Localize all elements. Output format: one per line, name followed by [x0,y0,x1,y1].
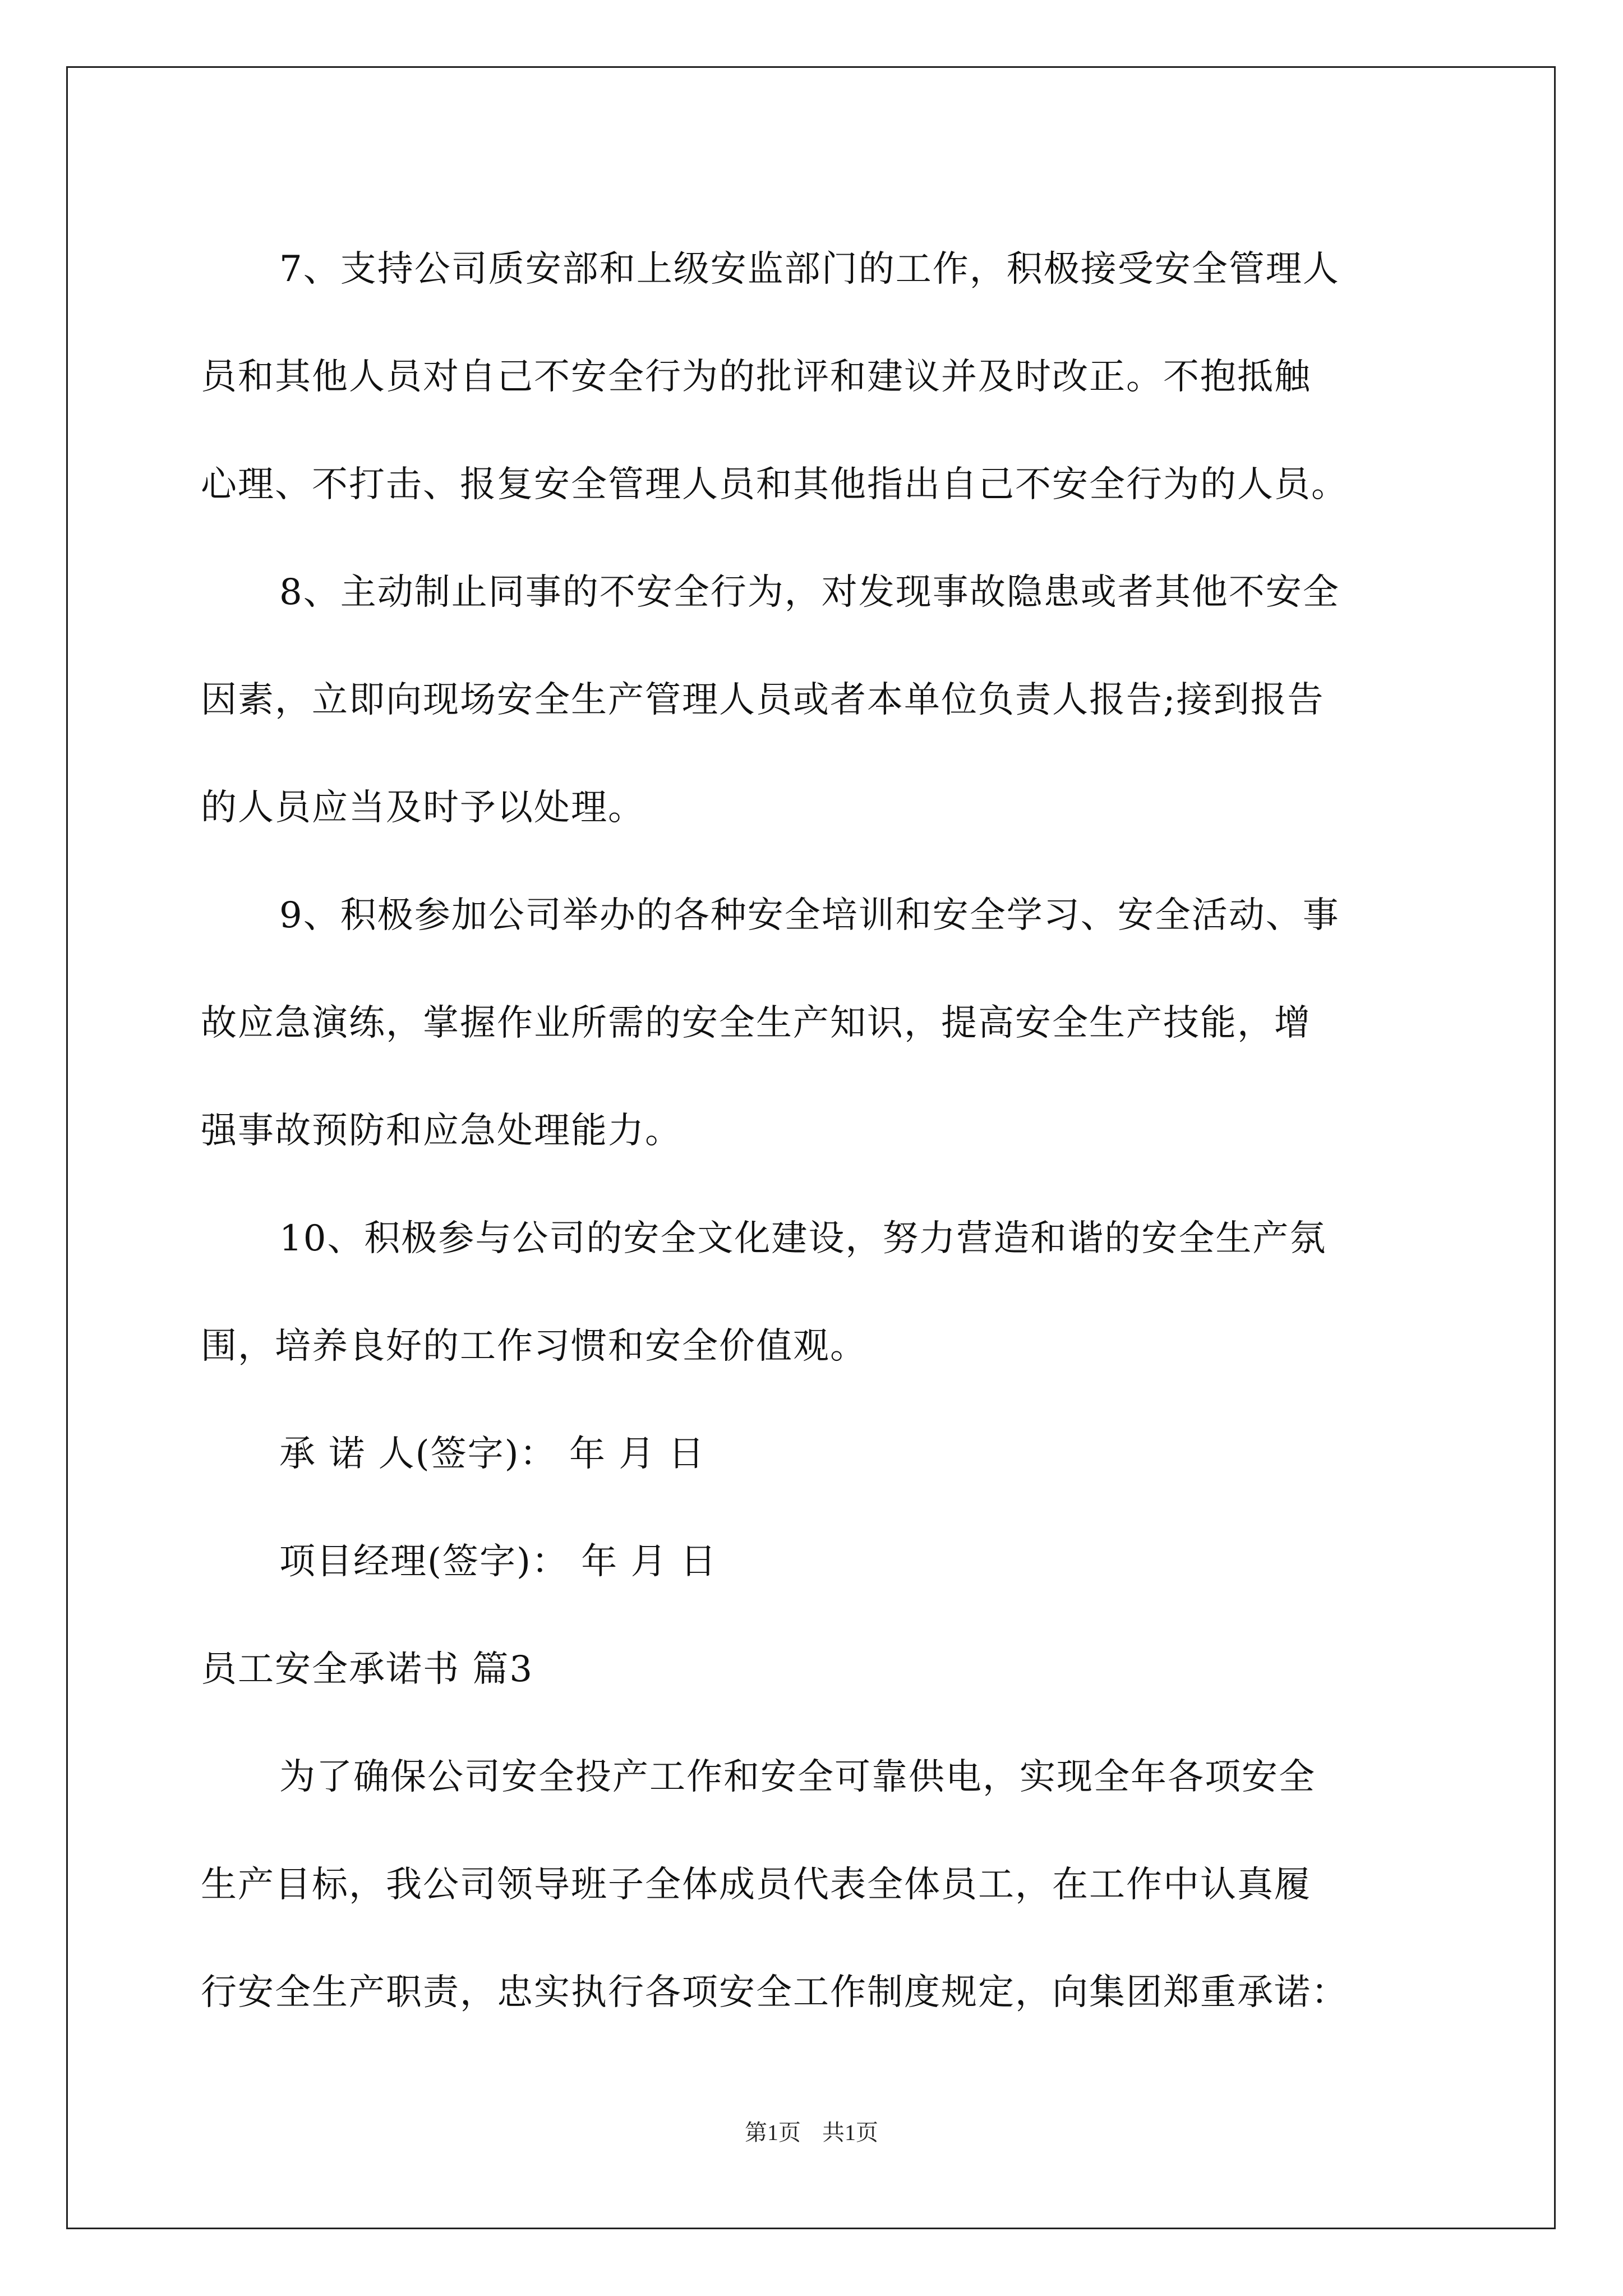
text-line: 故应急演练，掌握作业所需的安全生产知识，提高安全生产技能，增 [201,1002,1311,1044]
paragraph-item-8 [201,539,1435,862]
text-line: 生产目标，我公司领导班子全体成员代表全体员工，在工作中认真履 [201,1864,1311,1906]
section-heading: 员工安全承诺书 篇3 [201,1649,534,1690]
text-line: 员和其他人员对自己不安全行为的批评和建议并及时改正。不抱抵触 [201,356,1311,398]
text-line: 9、积极参加公司举办的各种安全培训和安全学习、安全活动、事 [279,895,1340,936]
text-line: 10、积极参与公司的安全文化建设，努力营造和谐的安全生产氛 [279,1218,1327,1259]
page-total: 共1页 [822,2120,878,2145]
signature-line-promisor: 承 诺 人(签字)： 年 月 日 [279,1433,706,1475]
paragraph-item-9 [201,862,1435,1185]
document-body [201,215,1435,2046]
intro-paragraph [201,1723,1435,2046]
page-footer [0,2115,1623,2147]
paragraph-item-10 [201,1185,1435,1400]
text-line: 强事故预防和应急处理能力。 [201,1110,682,1152]
text-line: 因素，立即向现场安全生产管理人员或者本单位负责人报告;接到报告 [201,679,1325,721]
text-line: 行安全生产职责，忠实执行各项安全工作制度规定，向集团郑重承诺： [201,1972,1348,2013]
text-line: 8、主动制止同事的不安全行为，对发现事故隐患或者其他不安全 [279,572,1340,613]
signature-line-project-manager: 项目经理(签字)： 年 月 日 [279,1541,717,1582]
text-line: 的人员应当及时予以处理。 [201,787,645,829]
text-line: 7、支持公司质安部和上级安监部门的工作，积极接受安全管理人 [279,249,1340,290]
paragraph-item-7 [201,215,1435,539]
text-line: 围，培养良好的工作习惯和安全价值观。 [201,1326,867,1367]
text-line: 为了确保公司安全投产工作和安全可靠供电，实现全年各项安全 [279,1756,1316,1798]
text-line: 心理、不打击、报复安全管理人员和其他指出自己不安全行为的人员。 [201,464,1348,505]
page-number: 第1页 [745,2120,801,2145]
